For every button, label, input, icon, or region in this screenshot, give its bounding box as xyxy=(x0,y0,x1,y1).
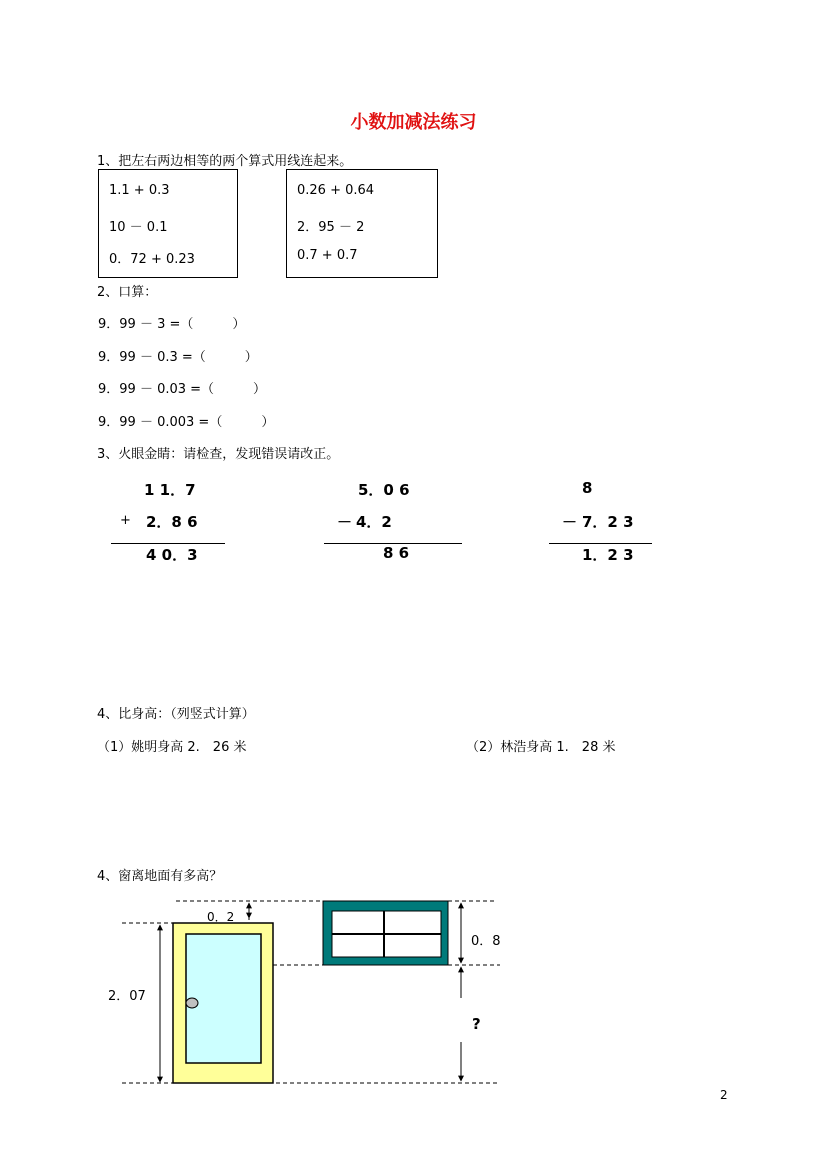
q3-p3-operator: － xyxy=(562,513,578,531)
q5-heading: 4、窗离地面有多高？ xyxy=(97,869,223,884)
q3-p1-operator: + xyxy=(120,513,131,528)
q3-heading: 3、火眼金睛：请检查，发现错误请改正。 xyxy=(97,447,340,462)
q3-p1-result: 4 0．3 xyxy=(146,546,198,564)
page-title: 小数加减法练习 xyxy=(350,112,477,133)
q1-right-expr: 0.7 + 0.7 xyxy=(297,248,358,263)
q4-heading: 4、比身高：（列竖式计算） xyxy=(97,707,255,722)
q3-p3-line2: 7．2 3 xyxy=(582,513,634,531)
q2-item: 9．99 － 0.03 =（ ） xyxy=(98,382,267,397)
q3-p2-result: 8 6 xyxy=(383,544,410,562)
q1-heading: 1、把左右两边相等的两个算式用线连起来。 xyxy=(97,154,353,169)
q3-p2-line2: 4．2 xyxy=(356,513,392,531)
q2-item: 9．99 － 0.3 =（ ） xyxy=(98,350,258,365)
label-top-gap: 0．2 xyxy=(207,910,235,924)
label-door-height: 2．07 xyxy=(108,989,146,1004)
q4-item: （1）姚明身高 2. 26 米 xyxy=(97,740,247,755)
q1-left-expr: 1.1 + 0.3 xyxy=(109,183,170,198)
page-number: 2 xyxy=(720,1088,728,1102)
q1-left-expr: 0．72 + 0.23 xyxy=(109,252,195,267)
q2-heading: 2、口算： xyxy=(97,285,158,300)
q3-p3-line1: 8 xyxy=(582,479,593,497)
q3-p2-line1: 5．0 6 xyxy=(358,481,410,499)
q3-p3-result: 1．2 3 xyxy=(582,546,634,564)
q4-item: （2）林浩身高 1. 28 米 xyxy=(466,740,616,755)
q1-right-expr: 2．95 － 2 xyxy=(297,220,365,235)
q3-p2-operator: － xyxy=(337,513,353,531)
door-knob xyxy=(186,998,198,1008)
label-unknown: ? xyxy=(472,1015,481,1033)
door-panel xyxy=(186,934,261,1063)
q3-p1-line1: 1 1．7 xyxy=(144,481,196,499)
q3-p1-line2: 2．8 6 xyxy=(146,513,198,531)
q1-right-expr: 0.26 + 0.64 xyxy=(297,183,375,198)
q2-item: 9．99 － 0.003 =（ ） xyxy=(98,415,275,430)
q1-left-expr: 10 － 0.1 xyxy=(109,220,168,235)
q2-item: 9．99 － 3 =（ ） xyxy=(98,317,246,332)
label-window-height: 0．8 xyxy=(471,934,501,949)
